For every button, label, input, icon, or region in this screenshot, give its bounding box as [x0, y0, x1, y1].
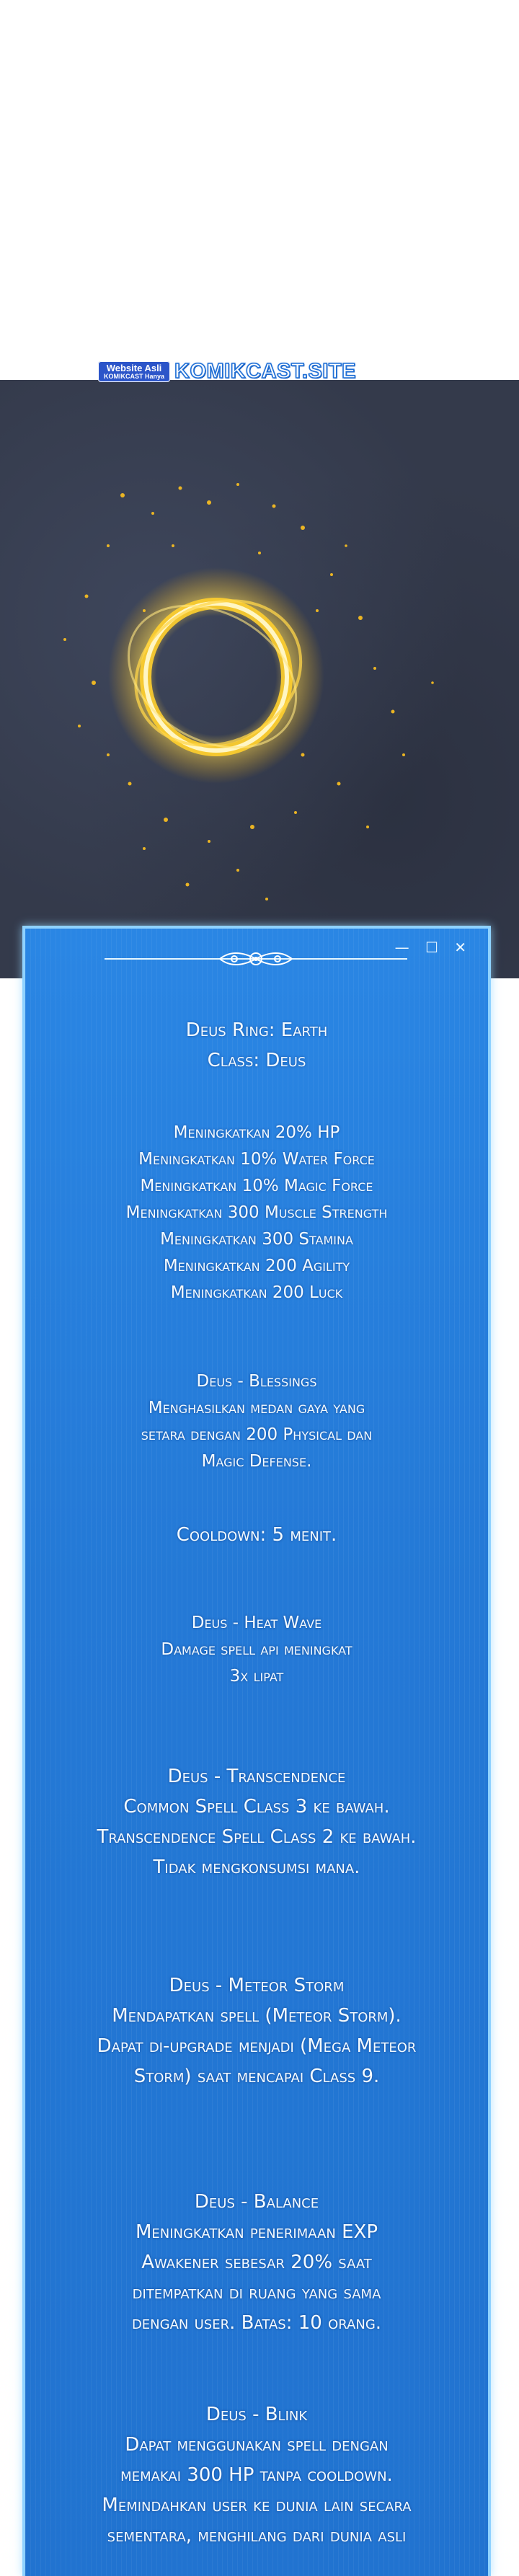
text-line: Meningkatkan penerimaan EXP [135, 2221, 378, 2243]
cooldown-block [25, 1520, 488, 1550]
text-line: setara dengan 200 Physical dan [141, 1425, 373, 1444]
watermark [98, 360, 356, 384]
text-line: Tidak mengkonsumsi mana. [153, 1856, 360, 1878]
text-line: Meningkatkan 300 Stamina [160, 1230, 353, 1249]
ornament-divider [105, 944, 407, 973]
ring-title-block [25, 1015, 488, 1076]
skill-heat-wave-block [25, 1610, 488, 1690]
text-line: ditempatkan di ruang yang sama [132, 2282, 381, 2303]
skill-meteor-storm-block [25, 1970, 488, 2092]
watermark-site: KOMIKCAST.SITE [174, 360, 356, 383]
text-line: Awakener sebesar 20% saat [141, 2252, 372, 2273]
window-controls: — ☐ ✕ [394, 939, 472, 956]
text-line: Deus - Blessings [196, 1372, 317, 1391]
text-line: Deus - Balance [194, 2191, 319, 2213]
text-line: Deus - Blink [205, 2404, 308, 2425]
watermark-badge [98, 361, 170, 382]
ring-illustration-panel [0, 380, 519, 978]
text-line: Menghasilkan medan gaya yang [148, 1399, 365, 1417]
text-line: Meningkatkan 10% Water Force [138, 1150, 375, 1169]
glowing-ring-illustration [0, 380, 519, 978]
text-line: Class: Deus [207, 1050, 306, 1071]
text-line: Storm) saat mencapai Class 9. [133, 2066, 380, 2087]
text-line: Transcendence Spell Class 2 ke bawah. [97, 1826, 417, 1848]
text-line: Dapat di-upgrade menjadi (Mega Meteor [97, 2035, 417, 2057]
text-line: Meningkatkan 10% Magic Force [140, 1177, 373, 1195]
text-line: memakai 300 HP tanpa cooldown. [120, 2464, 393, 2486]
watermark-badge-line1: Website Asli [106, 362, 162, 373]
text-line: Dapat menggunakan spell dengan [125, 2434, 389, 2456]
text-line: Deus - Heat Wave [191, 1614, 322, 1632]
text-line: sementara, menghilang dari dunia asli [107, 2525, 407, 2546]
text-line: Meningkatkan 300 Muscle Strength [125, 1203, 388, 1222]
text-line: Meningkatkan 200 Luck [170, 1283, 343, 1302]
text-line: 3x lipat [229, 1667, 284, 1686]
text-line: Deus Ring: Earth [185, 1019, 328, 1041]
skill-blessings-block [25, 1368, 488, 1475]
skill-transcendence-block [25, 1761, 488, 1882]
text-line: Cooldown: 5 menit. [176, 1524, 337, 1546]
text-line: Meningkatkan 200 Agility [163, 1257, 350, 1275]
watermark-badge-line2: KOMIKCAST Hanya [104, 372, 165, 380]
text-line: Magic Defense. [201, 1452, 312, 1471]
text-line: Deus - Meteor Storm [169, 1975, 345, 1996]
text-line: Memindahkan user ke dunia lain secara [102, 2495, 412, 2516]
text-line: Mendapatkan spell (Meteor Storm). [112, 2005, 402, 2027]
text-line: Deus - Transcendence [167, 1766, 346, 1787]
status-window [22, 926, 491, 2576]
text-line: Meningkatkan 20% HP [173, 1123, 340, 1142]
text-line: dengan user. Batas: 10 orang. [131, 2312, 382, 2334]
text-line: Damage spell api meningkat [161, 1640, 352, 1659]
skill-balance-block [25, 2187, 488, 2338]
text-line: Common Spell Class 3 ke bawah. [123, 1796, 390, 1818]
skill-blink-block [25, 2399, 488, 2551]
stat-bonus-block [25, 1120, 488, 1306]
